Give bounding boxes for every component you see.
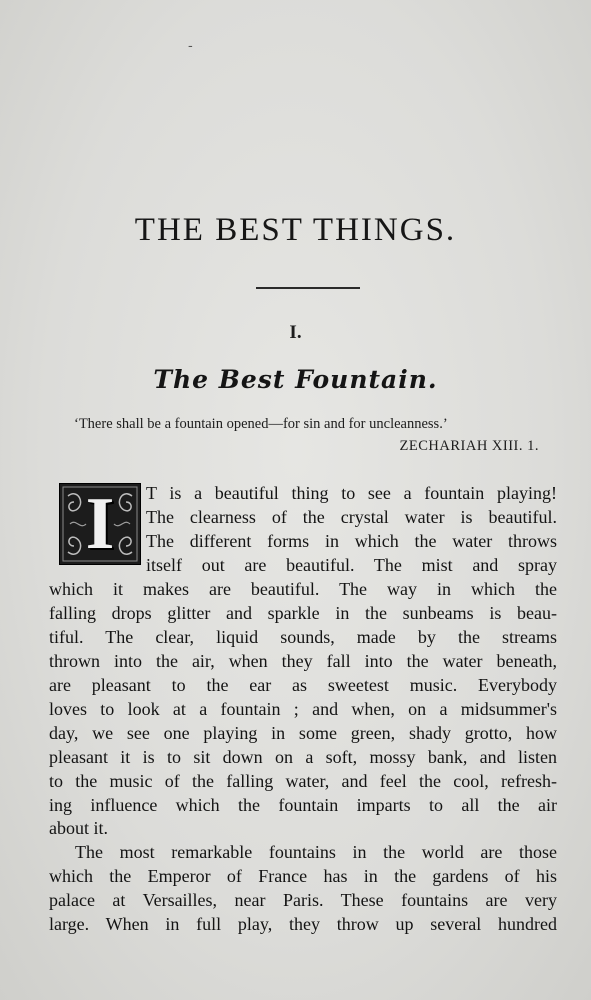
- chapter-number: I.: [289, 322, 302, 343]
- body-line: thrown into the air, when they fall into the water beneath,: [49, 651, 557, 671]
- top-mark: -: [188, 38, 193, 54]
- body-line: tiful. The clear, liquid sounds, made by the streams: [49, 627, 557, 647]
- title-rule: [256, 287, 360, 289]
- body-line: T is a beautiful thing to see a fountain playing!: [146, 483, 557, 503]
- body-line: The different forms in which the water throws: [146, 531, 557, 551]
- epigraph-quote: ‘There shall be a fountain opened—for sin and for uncleanness.’: [74, 416, 448, 432]
- body-line: loves to look at a fountain ; and when, on a midsummer's: [49, 699, 557, 719]
- drop-cap-letter: I: [85, 483, 115, 565]
- body-line: to the music of the falling water, and feel the cool, refresh-: [49, 771, 557, 791]
- body-line: which the Emperor of France has in the gardens of his: [49, 866, 557, 886]
- body-line: itself out are beautiful. The mist and spray: [146, 555, 557, 575]
- body-line: about it.: [49, 818, 108, 838]
- body-line: pleasant it is to sit down on a soft, mossy bank, and listen: [49, 747, 557, 767]
- body-line: falling drops glitter and sparkle in the sunbeams is beau-: [49, 603, 557, 623]
- drop-cap: [59, 483, 141, 565]
- body-line: large. When in full play, they throw up several hundred: [49, 914, 557, 934]
- body-line: ing influence which the fountain imparts to all the air: [49, 795, 557, 815]
- body-line: The clearness of the crystal water is beautiful.: [146, 507, 557, 527]
- epigraph-reference: ZECHARIAH XIII. 1.: [399, 438, 539, 454]
- body-line: The most remarkable fountains in the world are those: [75, 842, 557, 862]
- body-line: are pleasant to the ear as sweetest music. Everybody: [49, 675, 557, 695]
- body-line: palace at Versailles, near Paris. These fountains are very: [49, 890, 557, 910]
- chapter-title: The Best Fountain.: [153, 365, 438, 394]
- body-line: day, we see one playing in some green, shady grotto, how: [49, 723, 557, 743]
- body-line: which it makes are beautiful. The way in which the: [49, 579, 557, 599]
- book-title: THE BEST THINGS.: [134, 212, 457, 248]
